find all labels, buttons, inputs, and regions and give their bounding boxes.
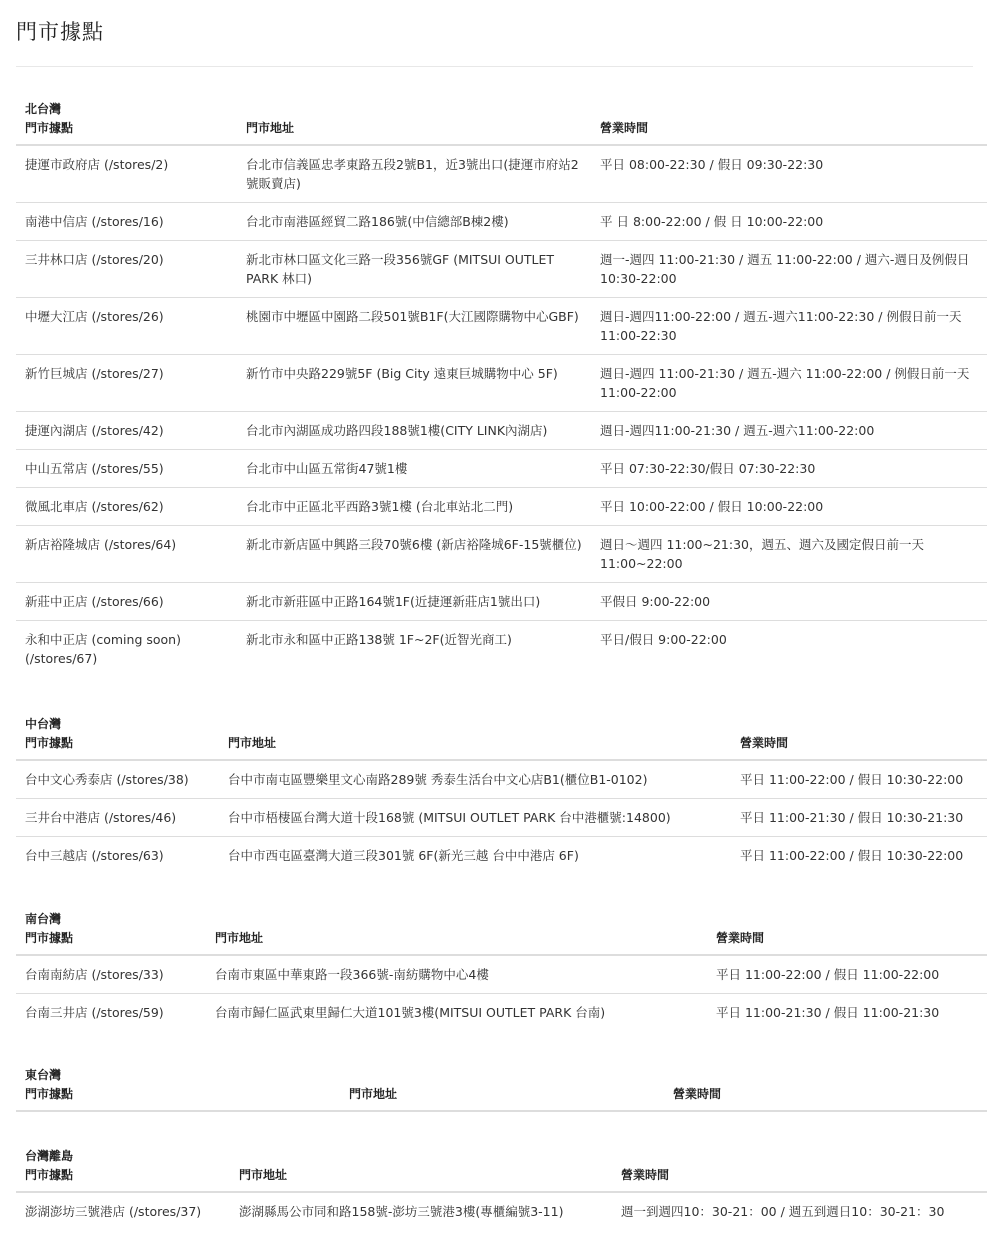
store-name-link[interactable]: 台南南紡店 (/stores/33) bbox=[25, 967, 164, 982]
column-header-hours: 營業時間 bbox=[707, 927, 987, 955]
table-row bbox=[16, 1192, 987, 1230]
store-hours: 平假日 9:00-22:00 bbox=[591, 583, 987, 621]
store-address: 台中市南屯區豐樂里文心南路289號 秀泰生活台中文心店B1(櫃位B1-0102) bbox=[228, 772, 648, 787]
table-row bbox=[16, 203, 987, 241]
store-rows bbox=[16, 145, 987, 677]
store-address: 台中市梧棲區台灣大道十段168號 (MITSUI OUTLET PARK 台中港櫃號:14800) bbox=[219, 799, 731, 837]
store-address: 新竹市中央路229號5F (Big City 遠東巨城購物中心 5F) bbox=[237, 355, 591, 412]
store-address: 台南市東區中華東路一段366號-南紡購物中心4樓 bbox=[215, 967, 489, 982]
store-table bbox=[16, 117, 987, 677]
table-row bbox=[16, 760, 987, 799]
column-header-name: 門市據點 bbox=[16, 1164, 230, 1192]
column-header-address: 門市地址 bbox=[340, 1083, 664, 1111]
store-name-link[interactable]: 新竹巨城店 (/stores/27) bbox=[16, 355, 237, 412]
store-address: 新北市新莊區中正路164號1F(近捷運新莊店1號出口) bbox=[237, 583, 591, 621]
store-hours: 週日-週四11:00-22:00 / 週五-週六11:00-22:30 / 例假日前一天11:00-22:30 bbox=[591, 298, 987, 355]
store-name-link[interactable]: 新店裕隆城店 (/stores/64) bbox=[16, 526, 237, 583]
store-hours: 週日～週四 11:00~21:30，週五、週六及國定假日前一天 11:00~22:00 bbox=[591, 526, 987, 583]
store-hours: 週日-週四 11:00-21:30 / 週五-週六 11:00-22:00 / 例假日前一天11:00-22:00 bbox=[591, 355, 987, 412]
store-address: 台南市歸仁區武東里歸仁大道101號3樓(MITSUI OUTLET PARK 台南) bbox=[206, 994, 707, 1032]
column-header-hours: 營業時間 bbox=[664, 1083, 987, 1111]
table-row bbox=[16, 955, 987, 994]
store-address: 台北市南港區經貿二路186號(中信總部B棟2樓) bbox=[237, 203, 591, 241]
page-title: 門市據點 bbox=[16, 20, 104, 44]
region-heading: 南台灣 bbox=[25, 912, 62, 926]
table-row bbox=[16, 488, 987, 526]
store-name-link[interactable]: 三井台中港店 (/stores/46) bbox=[16, 799, 219, 837]
store-table bbox=[16, 1164, 987, 1230]
table-row bbox=[16, 583, 987, 621]
table-row bbox=[16, 412, 987, 450]
store-name-link[interactable]: 台中文心秀泰店 (/stores/38) bbox=[25, 772, 189, 787]
table-header-row bbox=[16, 117, 987, 145]
column-header-address: 門市地址 bbox=[230, 1164, 612, 1192]
store-address: 澎湖縣馬公市同和路158號-澎坊三號港3樓(專櫃編號3-11) bbox=[239, 1204, 564, 1219]
table-row bbox=[16, 799, 987, 837]
column-header-address: 門市地址 bbox=[206, 927, 707, 955]
table-header-row bbox=[16, 927, 987, 955]
store-address: 台北市中山區五常街47號1樓 bbox=[237, 450, 591, 488]
store-name-link[interactable]: 中山五常店 (/stores/55) bbox=[16, 450, 237, 488]
store-hours: 平日 11:00-21:30 / 假日 11:00-21:30 bbox=[707, 994, 987, 1032]
store-address: 新北市永和區中正路138號 1F~2F(近智光商工) bbox=[237, 621, 591, 678]
store-hours: 平日 11:00-22:00 / 假日 11:00-22:00 bbox=[716, 967, 940, 982]
table-header-row bbox=[16, 1083, 987, 1111]
store-table bbox=[16, 927, 987, 1031]
store-hours: 平日 08:00-22:30 / 假日 09:30-22:30 bbox=[600, 157, 824, 172]
store-address: 台北市信義區忠孝東路五段2號B1，近3號出口(捷運市府站2號販賣店) bbox=[246, 157, 579, 191]
store-hours: 平日 10:00-22:00 / 假日 10:00-22:00 bbox=[591, 488, 987, 526]
store-name-link[interactable]: 捷運市政府店 (/stores/2) bbox=[25, 157, 169, 172]
table-row bbox=[16, 450, 987, 488]
table-row bbox=[16, 241, 987, 298]
region-heading: 台灣離島 bbox=[25, 1149, 74, 1163]
column-header-name: 門市據點 bbox=[16, 927, 206, 955]
region-east bbox=[16, 1067, 987, 1112]
store-address: 桃園市中壢區中園路二段501號B1F(大江國際購物中心GBF) bbox=[237, 298, 591, 355]
store-hours: 週日-週四11:00-21:30 / 週五-週六11:00-22:00 bbox=[591, 412, 987, 450]
store-name-link[interactable]: 中壢大江店 (/stores/26) bbox=[16, 298, 237, 355]
store-name-link[interactable]: 台中三越店 (/stores/63) bbox=[16, 837, 219, 875]
store-hours: 平日 07:30-22:30/假日 07:30-22:30 bbox=[591, 450, 987, 488]
column-header-name: 門市據點 bbox=[16, 117, 237, 145]
table-row bbox=[16, 994, 987, 1032]
store-hours: 平日 11:00-22:00 / 假日 10:30-22:00 bbox=[740, 772, 964, 787]
table-header-row bbox=[16, 1164, 987, 1192]
store-address: 新北市新店區中興路三段70號6樓 (新店裕隆城6F-15號櫃位) bbox=[237, 526, 591, 583]
store-address: 台北市中正區北平西路3號1樓 (台北車站北二門) bbox=[237, 488, 591, 526]
column-header-hours: 營業時間 bbox=[612, 1164, 987, 1192]
store-rows bbox=[16, 760, 987, 874]
store-rows bbox=[16, 955, 987, 1031]
table-row bbox=[16, 526, 987, 583]
table-row bbox=[16, 145, 987, 203]
column-header-hours: 營業時間 bbox=[731, 732, 987, 760]
table-header-row bbox=[16, 732, 987, 760]
region-islands bbox=[16, 1148, 987, 1230]
table-row bbox=[16, 355, 987, 412]
column-header-address: 門市地址 bbox=[219, 732, 731, 760]
table-row bbox=[16, 837, 987, 875]
column-header-hours: 營業時間 bbox=[591, 117, 987, 145]
column-header-name: 門市據點 bbox=[16, 732, 219, 760]
region-central bbox=[16, 716, 987, 874]
store-name-link[interactable]: 三井林口店 (/stores/20) bbox=[16, 241, 237, 298]
region-south bbox=[16, 911, 987, 1031]
title-divider bbox=[16, 66, 973, 67]
store-name-link[interactable]: 南港中信店 (/stores/16) bbox=[16, 203, 237, 241]
store-hours: 平日 11:00-21:30 / 假日 10:30-21:30 bbox=[731, 799, 987, 837]
table-row bbox=[16, 621, 987, 678]
store-address: 台北市內湖區成功路四段188號1樓(CITY LINK內湖店) bbox=[237, 412, 591, 450]
store-name-link[interactable]: 捷運內湖店 (/stores/42) bbox=[16, 412, 237, 450]
store-rows bbox=[16, 1192, 987, 1230]
store-hours: 平日/假日 9:00-22:00 bbox=[591, 621, 987, 678]
store-hours: 週一到週四10：30-21：00 / 週五到週日10：30-21：30 bbox=[621, 1204, 945, 1219]
column-header-name: 門市據點 bbox=[16, 1083, 340, 1111]
region-heading: 中台灣 bbox=[25, 717, 62, 731]
store-hours: 平日 11:00-22:00 / 假日 10:30-22:00 bbox=[731, 837, 987, 875]
table-row bbox=[16, 298, 987, 355]
store-name-link[interactable]: 新莊中正店 (/stores/66) bbox=[16, 583, 237, 621]
store-name-link[interactable]: 澎湖澎坊三號港店 (/stores/37) bbox=[25, 1204, 202, 1219]
region-heading: 北台灣 bbox=[25, 102, 62, 116]
store-hours: 平 日 8:00-22:00 / 假 日 10:00-22:00 bbox=[591, 203, 987, 241]
store-table bbox=[16, 1083, 987, 1112]
column-header-address: 門市地址 bbox=[237, 117, 591, 145]
store-address: 新北市林口區文化三路一段356號GF (MITSUI OUTLET PARK 林口) bbox=[237, 241, 591, 298]
region-north bbox=[16, 101, 987, 677]
store-name-link[interactable]: 永和中正店 (coming soon) (/stores/67) bbox=[16, 621, 237, 678]
store-address: 台中市西屯區臺灣大道三段301號 6F(新光三越 台中中港店 6F) bbox=[219, 837, 731, 875]
store-table bbox=[16, 732, 987, 874]
store-hours: 週一-週四 11:00-21:30 / 週五 11:00-22:00 / 週六-週日及例假日 10:30-22:00 bbox=[591, 241, 987, 298]
region-heading: 東台灣 bbox=[25, 1068, 62, 1082]
store-name-link[interactable]: 微風北車店 (/stores/62) bbox=[16, 488, 237, 526]
store-name-link[interactable]: 台南三井店 (/stores/59) bbox=[16, 994, 206, 1032]
